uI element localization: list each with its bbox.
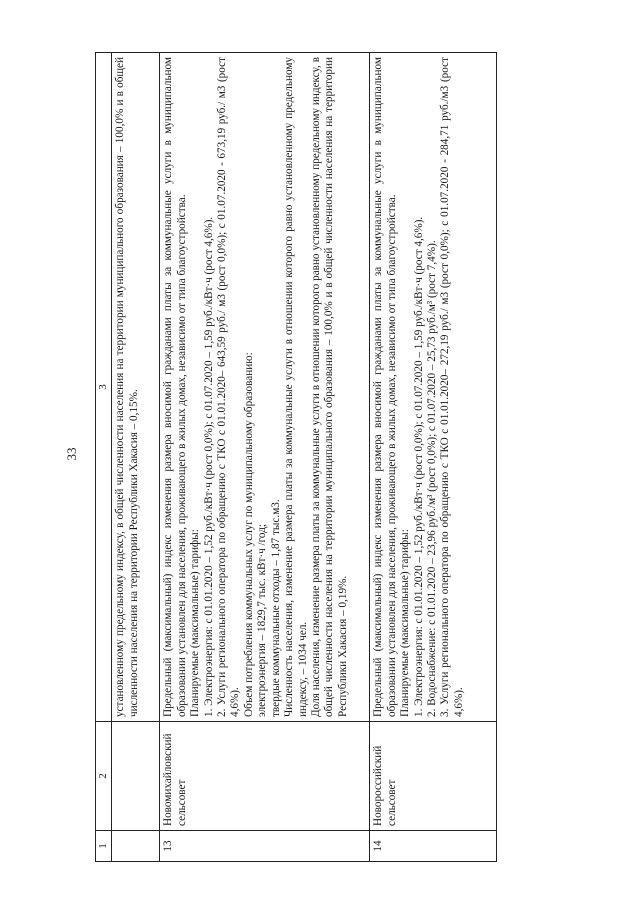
column-header-3: 3 (96, 53, 112, 722)
description-line: твердые коммунальные отходы – 1,87 тыс.м3. (269, 499, 282, 717)
column-header-1: 1 (96, 831, 112, 862)
description-line: 2. Водоснабжение: с 01.01.2020 – 23,96 руб./м³ (рост 0,0%); с 01.07.2020 – 25,73 руб./м³ (рост 7,4%). (425, 240, 438, 717)
column-header-2: 2 (96, 722, 112, 831)
row-number-cell: 14 (370, 831, 497, 862)
page-number: 33 (64, 447, 79, 461)
description-line: 2. Услуги регионального оператора по обращению с ТКО с 01.01.2020– 643,59 руб./ м3 (рост 0,0%); с 01.07.2020 - 673,19 руб./ м3 (рост 4,6%). (215, 57, 242, 717)
tariff-table-container (95, 52, 497, 862)
tariff-table (95, 52, 497, 862)
municipality-name-cell: Новомихайловский сельсовет (160, 722, 370, 831)
description-line: Предельный (максимальный) индекс изменения размера вносимой гражданами платы за коммунальные услуги в муниципальном образовании установлен для населения, проживающего в жилых домах, независимо от типа благоустройства. (162, 57, 188, 717)
description-line: Объем потребления коммунальных услуг по муниципальному образованию: (242, 352, 255, 717)
description-line: 1. Электроэнергия: с 01.01.2020 – 1,52 руб./кВт·ч (рост 0,0%); с 01.07.2020 – 1,59 руб./кВт·ч (рост 4,6%). (412, 216, 425, 717)
row-number-cell: 13 (160, 831, 370, 862)
tariff-description-cell (160, 53, 370, 722)
continuation-text-cell: установленному предельному индексу, в общей численности населения на территории муниципального образования – 100,0% и в общей численности населения на территории Республики Хакасия – 0,15%. (112, 53, 160, 722)
tariff-description-cell (370, 53, 497, 722)
table-row-13 (160, 53, 370, 862)
table-row-14 (370, 53, 497, 862)
table-header-row (96, 53, 112, 862)
description-line: Предельный (максимальный) индекс изменения размера вносимой гражданами платы за коммунальные услуги в муниципальном образовании установлен для населения, проживающего в жилых домах, независимо от типа благоустройства. (372, 57, 398, 717)
description-line: Планируемые (максимальные) тарифы: (399, 529, 412, 717)
description-line: 1. Электроэнергия: с 01.01.2020 – 1,52 руб./кВт·ч (рост 0,0%); с 01.07.2020 – 1,59 руб./кВт·ч (рост 4,6%). (202, 216, 215, 717)
description-line: 3. Услуги регионального оператора по обращению с ТКО с 01.01.2020– 272,19 руб./ м3 (рост 0,0%); с 01.07.2020 - 284,71 руб./м3 (рост 4,6%). (439, 57, 465, 717)
description-line: Планируемые (максимальные) тарифы: (189, 529, 202, 717)
description-line: электроэнергия – 1829,7 тыс. кВт·ч /год; (256, 524, 269, 717)
municipality-name-cell: Новороссийский сельсовет (370, 722, 497, 831)
description-line: Численность населения, изменение размера платы за коммунальные услуги в отношении которого равно установленному предельному индексу, – 1034 чел. (283, 57, 309, 717)
row-number-cell (112, 831, 160, 862)
municipality-name-cell (112, 722, 160, 831)
description-line: Доля населения, изменение размера платы за коммунальные услуги в отношении которого равно установленному предельному индексу, в общей численности населения на территории муниципального образования – 100,0% и в общей численности населения на территории Республики Хакасия – 0,19%. (310, 57, 349, 717)
table-row-continuation (112, 53, 160, 862)
